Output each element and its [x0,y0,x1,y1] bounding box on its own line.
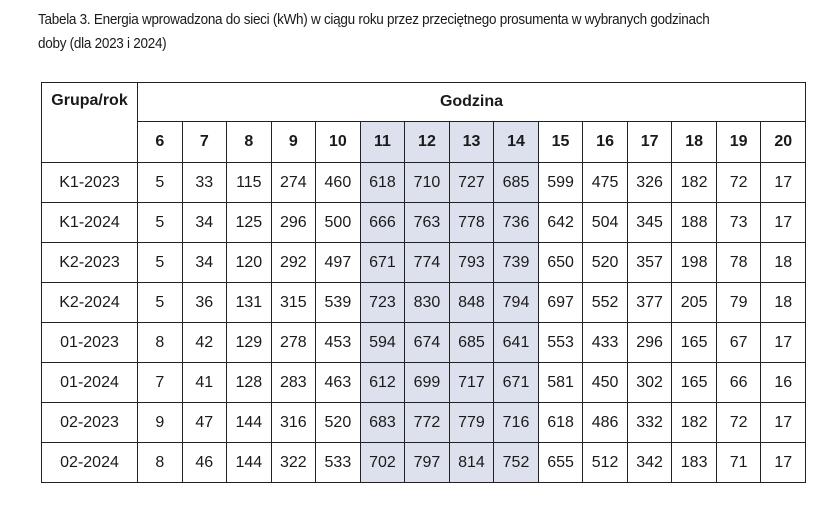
table-cell: 198 [672,243,717,283]
table-cell: 497 [316,243,361,283]
table-cell: 66 [716,363,761,403]
table-cell: 5 [138,203,183,243]
table-cell: 144 [227,443,272,483]
row-label: 02-2023 [42,403,138,443]
table-cell: 594 [360,323,405,363]
table-cell: 165 [672,363,717,403]
table-cell: 5 [138,243,183,283]
table-cell: 697 [538,283,583,323]
table-row [42,403,806,443]
hour-header-7: 7 [182,122,227,163]
hour-header-9: 9 [271,122,316,163]
table-cell: 188 [672,203,717,243]
table-cell: 520 [316,403,361,443]
table-cell: 274 [271,163,316,203]
table-cell: 72 [716,403,761,443]
hour-header-13: 13 [449,122,494,163]
table-cell: 475 [583,163,628,203]
table-cell: 34 [182,243,227,283]
table-cell: 779 [449,403,494,443]
table-cell: 830 [405,283,450,323]
table-cell: 618 [538,403,583,443]
table-cell: 72 [716,163,761,203]
row-label: 01-2023 [42,323,138,363]
hour-header-12: 12 [405,122,450,163]
hours-header: Godzina [138,83,806,122]
table-cell: 345 [627,203,672,243]
table-caption: Tabela 3. Energia wprowadzona do sieci (kWh) w ciągu roku przez przeciętnego prosumenta w wybranych godzinach doby (dla 2023 i 2024) [38,11,710,52]
table-row [42,363,806,403]
table-cell: 581 [538,363,583,403]
table-cell: 552 [583,283,628,323]
table-cell: 165 [672,323,717,363]
table-cell: 205 [672,283,717,323]
table-cell: 79 [716,283,761,323]
table-cell: 5 [138,163,183,203]
table-cell: 322 [271,443,316,483]
table-cell: 182 [672,403,717,443]
table-cell: 316 [271,403,316,443]
hour-header-19: 19 [716,122,761,163]
table-cell: 671 [360,243,405,283]
table-cell: 650 [538,243,583,283]
table-cell: 36 [182,283,227,323]
table-row [42,283,806,323]
table-cell: 17 [761,443,806,483]
hour-header-20: 20 [761,122,806,163]
group-year-header: Grupa/rok [42,83,138,163]
table-row [42,323,806,363]
table-cell: 47 [182,403,227,443]
table-cell: 296 [627,323,672,363]
table-cell: 292 [271,243,316,283]
energy-table [41,82,806,483]
table-cell: 702 [360,443,405,483]
table-cell: 794 [494,283,539,323]
table-cell: 710 [405,163,450,203]
table-cell: 34 [182,203,227,243]
table-cell: 115 [227,163,272,203]
table-cell: 67 [716,323,761,363]
table-cell: 8 [138,323,183,363]
table-cell: 848 [449,283,494,323]
table-cell: 450 [583,363,628,403]
table-row [42,203,806,243]
table-cell: 774 [405,243,450,283]
hour-header-14: 14 [494,122,539,163]
table-cell: 716 [494,403,539,443]
table-cell: 512 [583,443,628,483]
table-cell: 302 [627,363,672,403]
table-cell: 41 [182,363,227,403]
hours-row [42,122,806,163]
table-cell: 283 [271,363,316,403]
table-cell: 17 [761,163,806,203]
table-cell: 342 [627,443,672,483]
table-cell: 332 [627,403,672,443]
table-cell: 42 [182,323,227,363]
table-cell: 671 [494,363,539,403]
table-cell: 553 [538,323,583,363]
table-cell: 778 [449,203,494,243]
hour-header-15: 15 [538,122,583,163]
table-cell: 642 [538,203,583,243]
table-cell: 772 [405,403,450,443]
table-cell: 5 [138,283,183,323]
table-cell: 78 [716,243,761,283]
table-cell: 182 [672,163,717,203]
table-cell: 504 [583,203,628,243]
table-cell: 17 [761,323,806,363]
table-cell: 500 [316,203,361,243]
table-cell: 377 [627,283,672,323]
row-label: K2-2024 [42,283,138,323]
hour-header-17: 17 [627,122,672,163]
hour-header-11: 11 [360,122,405,163]
table-row [42,163,806,203]
table-cell: 666 [360,203,405,243]
table-cell: 144 [227,403,272,443]
table-cell: 739 [494,243,539,283]
table-cell: 357 [627,243,672,283]
table-cell: 539 [316,283,361,323]
table-cell: 520 [583,243,628,283]
table-cell: 120 [227,243,272,283]
hour-header-10: 10 [316,122,361,163]
table-cell: 315 [271,283,316,323]
table-cell: 736 [494,203,539,243]
table-cell: 278 [271,323,316,363]
table-cell: 125 [227,203,272,243]
table-cell: 463 [316,363,361,403]
table-row [42,443,806,483]
row-label: K2-2023 [42,243,138,283]
hour-header-6: 6 [138,122,183,163]
table-row [42,243,806,283]
table-cell: 685 [494,163,539,203]
table-cell: 655 [538,443,583,483]
table-cell: 73 [716,203,761,243]
table-cell: 7 [138,363,183,403]
table-cell: 131 [227,283,272,323]
table-cell: 674 [405,323,450,363]
table-cell: 683 [360,403,405,443]
hour-header-18: 18 [672,122,717,163]
table-cell: 699 [405,363,450,403]
table-cell: 16 [761,363,806,403]
table-cell: 71 [716,443,761,483]
table-cell: 533 [316,443,361,483]
table-cell: 128 [227,363,272,403]
table-cell: 453 [316,323,361,363]
table-cell: 296 [271,203,316,243]
table-cell: 486 [583,403,628,443]
table-cell: 33 [182,163,227,203]
table-cell: 727 [449,163,494,203]
table-cell: 752 [494,443,539,483]
row-label: K1-2024 [42,203,138,243]
table-cell: 9 [138,403,183,443]
table-cell: 763 [405,203,450,243]
table-cell: 723 [360,283,405,323]
row-label: 01-2024 [42,363,138,403]
table-cell: 433 [583,323,628,363]
row-label: 02-2024 [42,443,138,483]
table-cell: 183 [672,443,717,483]
table-cell: 618 [360,163,405,203]
hour-header-8: 8 [227,122,272,163]
table-cell: 797 [405,443,450,483]
table-cell: 460 [316,163,361,203]
table-cell: 599 [538,163,583,203]
table-cell: 326 [627,163,672,203]
table-cell: 814 [449,443,494,483]
table-cell: 18 [761,283,806,323]
table-cell: 685 [449,323,494,363]
header-row [42,83,806,122]
table-cell: 17 [761,403,806,443]
table-cell: 129 [227,323,272,363]
table-cell: 793 [449,243,494,283]
table-cell: 641 [494,323,539,363]
table-cell: 8 [138,443,183,483]
table-cell: 18 [761,243,806,283]
row-label: K1-2023 [42,163,138,203]
table-cell: 612 [360,363,405,403]
table-cell: 46 [182,443,227,483]
hour-header-16: 16 [583,122,628,163]
table-cell: 17 [761,203,806,243]
table-cell: 717 [449,363,494,403]
